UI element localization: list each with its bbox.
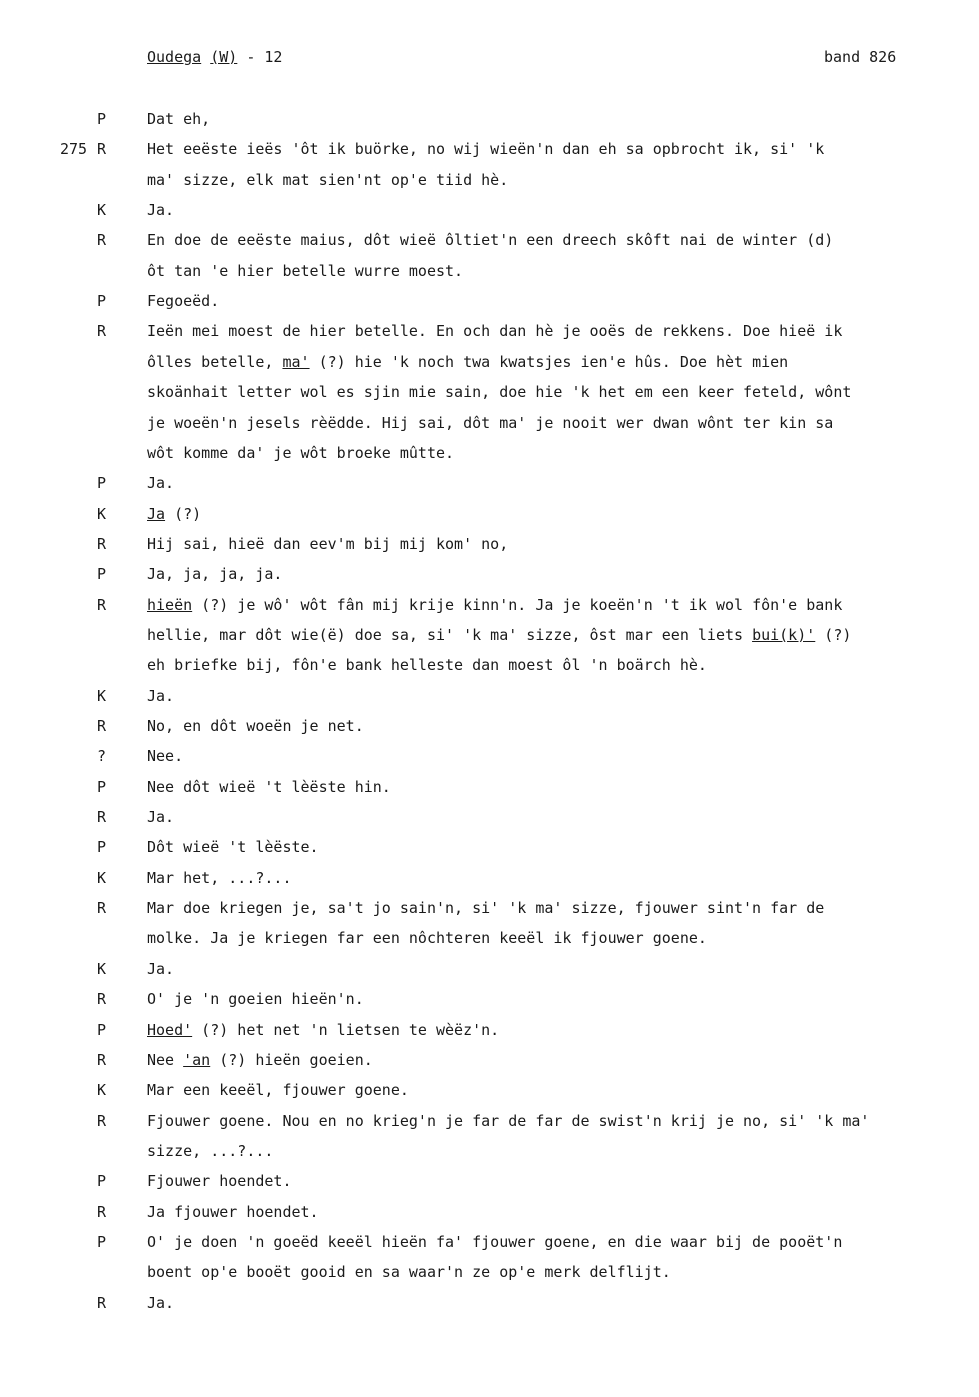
text-segment: Ja.: [147, 1293, 175, 1312]
speaker-code: R: [97, 990, 107, 1009]
text-segment: sizze, ...?...: [147, 1141, 274, 1160]
utterance-text: [147, 1081, 967, 1099]
utterance-text: [147, 140, 967, 158]
utterance-text: [147, 899, 967, 917]
transcript-line: [0, 747, 979, 769]
utterance-text: [147, 1021, 967, 1039]
speaker-code: R: [97, 534, 107, 553]
utterance-text: [147, 626, 967, 644]
transcript-line: [0, 1172, 979, 1194]
utterance-text: [147, 201, 967, 219]
utterance-text: [147, 383, 967, 401]
text-segment: (?): [165, 504, 202, 523]
text-segment: Ja.: [147, 959, 175, 978]
transcript-line: [0, 778, 979, 800]
utterance-text: [147, 990, 967, 1008]
speaker-code: R: [97, 322, 107, 341]
transcript-line: [0, 383, 979, 405]
transcript-line: [0, 1081, 979, 1103]
utterance-text: [147, 838, 967, 856]
text-segment: je woeën'n jesels rèëdde. Hij sai, dôt ma' je nooit wer dwan wônt ter kin sa: [147, 413, 834, 432]
utterance-text: [147, 444, 967, 462]
transcript-line: [0, 626, 979, 648]
text-segment: Nee.: [147, 747, 184, 766]
text-segment: molke. Ja je kriegen far een nôchteren keeël ik fjouwer goene.: [147, 929, 707, 948]
transcript-line: [0, 110, 979, 132]
text-segment: ôt tan 'e hier betelle wurre moest.: [147, 261, 464, 280]
speaker-code: R: [97, 899, 107, 918]
text-segment: (?) je wô' wôt fân mij krije kinn'n. Ja je koeën'n 't ik wol fôn'e bank: [192, 595, 843, 614]
transcript-line: [0, 231, 979, 253]
transcript-line: [0, 899, 979, 921]
transcript-line: [0, 201, 979, 223]
utterance-text: [147, 869, 967, 887]
speaker-code: R: [97, 595, 107, 614]
utterance-text: [147, 929, 967, 947]
utterance-text: [147, 1294, 967, 1312]
utterance-text: [147, 1112, 967, 1130]
underlined-word: Ja: [147, 504, 166, 523]
utterance-text: [147, 110, 967, 128]
speaker-code: K: [97, 504, 107, 523]
utterance-text: [147, 747, 967, 765]
utterance-text: [147, 505, 967, 523]
transcript-line: [0, 1203, 979, 1225]
transcript-line: [0, 171, 979, 193]
text-segment: Het eeëste ieës 'ôt ik buörke, no wij wieën'n dan eh sa opbrocht ik, si' 'k: [147, 140, 825, 159]
speaker-code: K: [97, 868, 107, 887]
text-segment: Fjouwer hoendet.: [147, 1172, 292, 1191]
text-segment: ôlles betelle,: [147, 352, 283, 371]
utterance-text: [147, 656, 967, 674]
speaker-code: K: [97, 959, 107, 978]
text-segment: Nee: [147, 1050, 184, 1069]
text-segment: Ja fjouwer hoendet.: [147, 1202, 319, 1221]
text-segment: boent op'e booët gooid en sa waar'n ze op'e merk delflijt.: [147, 1263, 671, 1282]
utterance-text: [147, 1263, 967, 1281]
transcript-line: [0, 353, 979, 375]
speaker-code: P: [97, 110, 107, 128]
utterance-text: [147, 808, 967, 826]
transcript-line: [0, 444, 979, 466]
transcript-line: [0, 322, 979, 344]
speaker-code: R: [97, 808, 107, 827]
transcript-line: [0, 1112, 979, 1134]
speaker-code: P: [97, 565, 107, 584]
utterance-text: [147, 1172, 967, 1190]
text-segment: O' je 'n goeien hieën'n.: [147, 990, 364, 1009]
utterance-text: [147, 1233, 967, 1251]
underlined-word: ma': [282, 352, 310, 371]
transcript-line: [0, 656, 979, 678]
speaker-code: P: [97, 1172, 107, 1191]
utterance-text: [147, 414, 967, 432]
text-segment: Mar het, ...?...: [147, 868, 292, 887]
text-segment: (?) hie 'k noch twa kwatsjes ien'e hûs. Doe hèt mien: [309, 352, 789, 371]
speaker-code: R: [97, 717, 107, 735]
header-page-number: 12: [264, 48, 283, 66]
speaker-code: ?: [97, 747, 107, 766]
transcript-line: [0, 596, 979, 618]
utterance-text: [147, 171, 967, 189]
speaker-code: R: [97, 140, 107, 159]
speaker-code: R: [97, 1111, 107, 1130]
transcript-line: [0, 292, 979, 314]
line-number: 275: [60, 140, 88, 159]
page-header-left: [147, 48, 282, 66]
speaker-code: R: [97, 1050, 107, 1069]
utterance-text: [147, 353, 967, 371]
utterance-text: [147, 1142, 967, 1160]
utterance-text: [147, 535, 967, 553]
text-segment: wôt komme da' je wôt broeke mûtte.: [147, 443, 455, 462]
speaker-code: P: [97, 838, 107, 857]
text-segment: Ja.: [147, 808, 175, 827]
text-segment: Hij sai, hieë dan eev'm bij mij kom' no,: [147, 534, 509, 553]
underlined-word: hieën: [147, 595, 193, 614]
transcript-line: [0, 1142, 979, 1164]
utterance-text: [147, 596, 967, 614]
transcript-line: [0, 1294, 979, 1316]
speaker-code: K: [97, 201, 107, 220]
transcript-line: [0, 1051, 979, 1073]
speaker-code: P: [97, 1232, 107, 1251]
transcript-line: [0, 474, 979, 496]
text-segment: eh briefke bij, fôn'e bank helleste dan moest ôl 'n boärch hè.: [147, 656, 707, 675]
text-segment: skoänhait letter wol es sjin mie sain, doe hie 'k het em een keer feteld, wônt: [147, 383, 852, 402]
transcript-line: [0, 929, 979, 951]
text-segment: O' je doen 'n goeëd keeël hieën fa' fjouwer goene, en die waar bij de pooët'n: [147, 1232, 843, 1251]
speaker-code: P: [97, 292, 107, 311]
speaker-code: R: [97, 1293, 107, 1312]
text-segment: No, en dôt woeën je net.: [147, 717, 364, 735]
text-segment: ma' sizze, elk mat sien'nt op'e tiid hè.: [147, 170, 509, 189]
transcript-line: [0, 505, 979, 527]
utterance-text: [147, 960, 967, 978]
text-segment: Ieën mei moest de hier betelle. En och dan hè je ooës de rekkens. Doe hieë ik: [147, 322, 843, 341]
text-segment: Ja.: [147, 686, 175, 705]
transcript-line: [0, 808, 979, 830]
speaker-code: K: [97, 1081, 107, 1100]
transcript-line: [0, 838, 979, 860]
transcript-line: [0, 869, 979, 891]
text-segment: (?) het net 'n lietsen te wèëz'n.: [192, 1020, 500, 1039]
text-segment: Fjouwer goene. Nou en no krieg'n je far de far de swist'n krij je no, si' 'k ma': [147, 1111, 870, 1130]
transcript-line: [0, 565, 979, 587]
speaker-code: P: [97, 474, 107, 493]
text-segment: Mar doe kriegen je, sa't jo sain'n, si' 'k ma' sizze, fjouwer sint'n far de: [147, 899, 825, 918]
transcript-line: [0, 990, 979, 1012]
transcript-line: [0, 960, 979, 982]
text-segment: (?) hieën goeien.: [210, 1050, 373, 1069]
utterance-text: [147, 474, 967, 492]
header-region: (W): [210, 48, 238, 66]
transcript-line: [0, 1263, 979, 1285]
speaker-code: R: [97, 1202, 107, 1221]
speaker-code: K: [97, 686, 107, 705]
utterance-text: [147, 565, 967, 583]
text-segment: Dat eh,: [147, 110, 211, 128]
transcript-line: [0, 262, 979, 284]
underlined-word: 'an: [183, 1050, 211, 1069]
text-segment: Nee dôt wieë 't lèëste hin.: [147, 777, 391, 796]
utterance-text: [147, 778, 967, 796]
text-segment: Mar een keeël, fjouwer goene.: [147, 1081, 409, 1100]
utterance-text: [147, 231, 967, 249]
utterance-text: [147, 1051, 967, 1069]
text-segment: hellie, mar dôt wie(ë) doe sa, si' 'k ma' sizze, ôst mar een liets: [147, 625, 753, 644]
transcript-line: [0, 414, 979, 436]
header-band: band 826: [824, 48, 897, 66]
utterance-text: [147, 322, 967, 340]
transcript-line: [0, 1021, 979, 1043]
header-separator: -: [246, 48, 256, 66]
transcript-line: [0, 140, 979, 162]
text-segment: Dôt wieë 't lèëste.: [147, 838, 319, 857]
utterance-text: [147, 717, 967, 735]
transcript-line: [0, 717, 979, 739]
text-segment: Ja.: [147, 474, 175, 493]
speaker-code: R: [97, 231, 107, 250]
text-segment: Fegoeëd.: [147, 292, 220, 311]
underlined-word: bui(k)': [752, 625, 816, 644]
text-segment: Ja, ja, ja, ja.: [147, 565, 283, 584]
speaker-code: P: [97, 777, 107, 796]
speaker-code: P: [97, 1020, 107, 1039]
utterance-text: [147, 1203, 967, 1221]
utterance-text: [147, 292, 967, 310]
header-place: Oudega: [147, 48, 202, 66]
text-segment: (?): [815, 625, 852, 644]
utterance-text: [147, 262, 967, 280]
text-segment: Ja.: [147, 201, 175, 220]
underlined-word: Hoed': [147, 1020, 193, 1039]
transcript-line: [0, 1233, 979, 1255]
transcript-line: [0, 687, 979, 709]
utterance-text: [147, 687, 967, 705]
text-segment: En doe de eeëste maius, dôt wieë ôltiet'n een dreech skôft nai de winter (d): [147, 231, 834, 250]
transcript-line: [0, 535, 979, 557]
